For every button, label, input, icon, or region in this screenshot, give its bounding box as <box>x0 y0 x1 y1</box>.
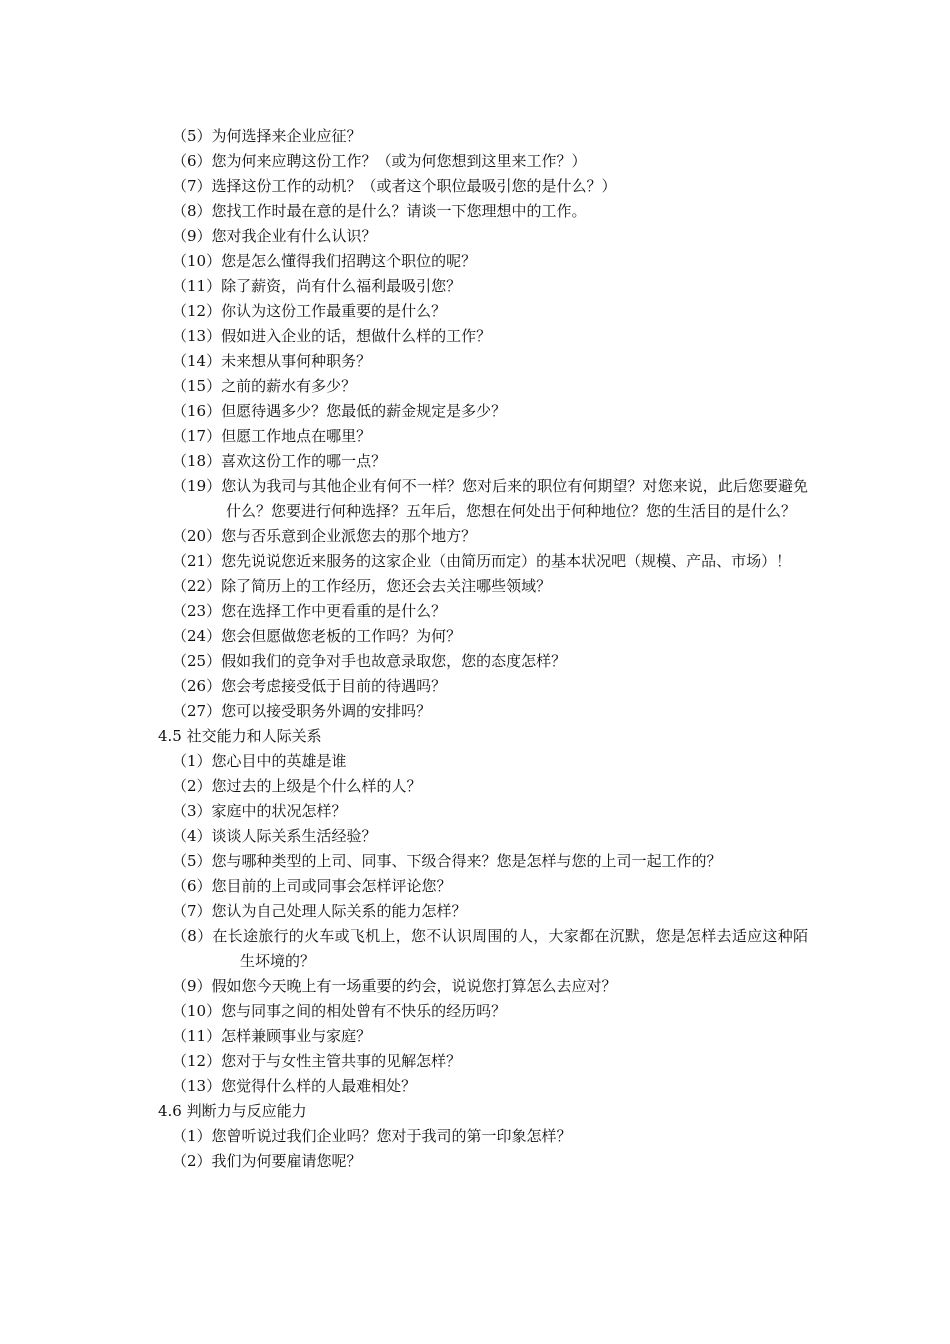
section-heading: 4.5 社交能力和人际关系 <box>158 727 322 745</box>
list-item: （26）您会考虑接受低于目前的待遇吗？ <box>172 677 447 695</box>
list-item: （10）您是怎么懂得我们招聘这个职位的呢？ <box>172 252 477 270</box>
list-item: （18）喜欢这份工作的哪一点？ <box>172 452 387 470</box>
list-item: （10）您与同事之间的相处曾有不快乐的经历吗？ <box>172 1002 507 1020</box>
list-item: （14）未来想从事何种职务？ <box>172 352 372 370</box>
list-item: （9）假如您今天晚上有一场重要的约会，说说您打算怎么去应对？ <box>172 977 617 995</box>
list-item: （6）您为何来应聘这份工作？（或为何您想到这里来工作？） <box>172 152 587 170</box>
list-item: （8）您找工作时最在意的是什么？请谈一下您理想中的工作。 <box>172 202 587 220</box>
list-item: （1）您心目中的英雄是谁 <box>172 752 347 770</box>
list-item: （19）您认为我司与其他企业有何不一样？您对后来的职位有何期望？对您来说，此后您要避免什么？您要进行何种选择？五年后，您想在何处出于何种地位？您的生活目的是什么？ <box>172 477 808 520</box>
list-item: （8）在长途旅行的火车或飞机上，您不认识周围的人，大家都在沉默，您是怎样去适应这种陌生坏境的？ <box>172 927 808 970</box>
list-item: （6）您目前的上司或同事会怎样评论您？ <box>172 877 452 895</box>
list-item: （23）您在选择工作中更看重的是什么？ <box>172 602 447 620</box>
list-item: （25）假如我们的竞争对手也故意录取您，您的态度怎样？ <box>172 652 567 670</box>
list-item: （9）您对我企业有什么认识？ <box>172 227 377 245</box>
list-item: （5）您与哪种类型的上司、同事、下级合得来？您是怎样与您的上司一起工作的？ <box>172 852 722 870</box>
list-item: （2）您过去的上级是个什么样的人？ <box>172 777 422 795</box>
list-item: （12）你认为这份工作最重要的是什么？ <box>172 302 447 320</box>
list-item: （15）之前的薪水有多少？ <box>172 377 357 395</box>
list-item: （4）谈谈人际关系生活经验？ <box>172 827 377 845</box>
list-item: （1）您曾听说过我们企业吗？您对于我司的第一印象怎样？ <box>172 1127 572 1145</box>
list-item: （3）家庭中的状况怎样？ <box>172 802 347 820</box>
document-body <box>158 124 808 1174</box>
section-heading: 4.6 判断力与反应能力 <box>158 1102 307 1120</box>
list-item: （21）您先说说您近来服务的这家企业（由简历而定）的基本状况吧（规模、产品、市场）！ <box>172 552 792 570</box>
list-item: （11）除了薪资，尚有什么福利最吸引您？ <box>172 277 462 295</box>
list-item: （7）选择这份工作的动机？（或者这个职位最吸引您的是什么？） <box>172 177 617 195</box>
list-item: （27）您可以接受职务外调的安排吗？ <box>172 702 432 720</box>
list-item: （22）除了简历上的工作经历，您还会去关注哪些领域？ <box>172 577 552 595</box>
list-item: （13）您觉得什么样的人最难相处？ <box>172 1077 417 1095</box>
list-item: （20）您与否乐意到企业派您去的那个地方？ <box>172 527 477 545</box>
list-item: （17）但愿工作地点在哪里？ <box>172 427 372 445</box>
list-item: （7）您认为自己处理人际关系的能力怎样？ <box>172 902 467 920</box>
list-item: （16）但愿待遇多少？您最低的薪金规定是多少？ <box>172 402 507 420</box>
list-item: （5）为何选择来企业应征？ <box>172 127 362 145</box>
list-item: （12）您对于与女性主管共事的见解怎样？ <box>172 1052 462 1070</box>
list-item: （2）我们为何要雇请您呢？ <box>172 1152 362 1170</box>
list-item: （11）怎样兼顾事业与家庭？ <box>172 1027 372 1045</box>
list-item: （24）您会但愿做您老板的工作吗？为何？ <box>172 627 462 645</box>
list-item: （13）假如进入企业的话，想做什么样的工作？ <box>172 327 492 345</box>
